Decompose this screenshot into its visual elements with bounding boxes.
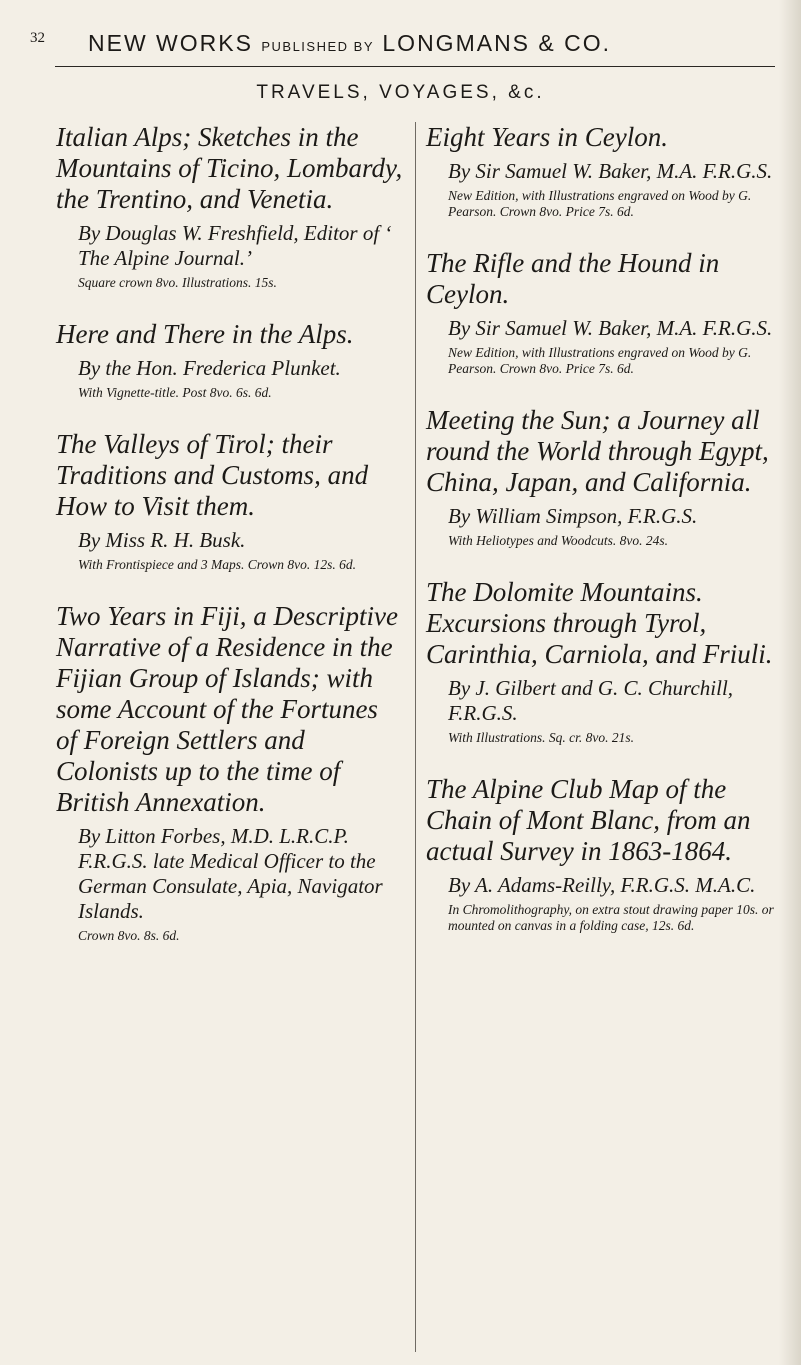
header-rule — [55, 66, 775, 67]
book-entry — [426, 122, 778, 220]
book-entry — [56, 122, 404, 291]
book-title: Meeting the Sun; a Journey all round the World through Egypt, China, Japan, and California. — [426, 405, 769, 497]
book-details: With Vignette-title. Post 8vo. 6s. 6d. — [78, 385, 272, 400]
book-details: In Chromolithography, on extra stout drawing paper 10s. or mounted on canvas in a folding case, 12s. 6d. — [448, 902, 774, 933]
book-details: With Frontispiece and 3 Maps. Crown 8vo. 12s. 6d. — [78, 557, 356, 572]
page-number: 32 — [30, 30, 45, 46]
book-author: By Sir Samuel W. Baker, M.A. F.R.G.S. — [448, 316, 773, 340]
page-edge-shadow — [779, 0, 801, 1365]
book-title: The Valleys of Tirol; their Traditions and Customs, and How to Visit them. — [56, 429, 369, 521]
book-title: The Rifle and the Hound in Ceylon. — [426, 248, 720, 309]
book-entry — [426, 248, 778, 377]
book-author: By Sir Samuel W. Baker, M.A. F.R.G.S. — [448, 159, 773, 183]
left-column — [56, 122, 404, 972]
section-title: TRAVELS, VOYAGES, &c. — [256, 82, 545, 103]
book-author: By Litton Forbes, M.D. L.R.C.P. F.R.G.S. late Medical Officer to the German Consulate, Apia, Navigator Islands. — [78, 824, 383, 923]
book-author: By William Simpson, F.R.G.S. — [448, 504, 698, 528]
book-entry — [56, 429, 404, 573]
book-title: Two Years in Fiji, a Descriptive Narrative of a Residence in the Fijian Group of Islands; with some Account of the Fortunes of Foreign Settlers and Colonists up to the time of British Annexation. — [56, 601, 399, 817]
book-title: Eight Years in Ceylon. — [426, 122, 669, 152]
right-column — [426, 122, 778, 962]
book-title: Italian Alps; Sketches in the Mountains of Ticino, Lombardy, the Trentino, and Venetia. — [56, 122, 403, 214]
book-title: The Alpine Club Map of the Chain of Mont Blanc, from an actual Survey in 1863-1864. — [426, 774, 751, 866]
book-author: By Miss R. H. Busk. — [78, 528, 246, 552]
book-entry — [426, 577, 778, 746]
running-head-part-2: LONGMANS & CO. — [374, 30, 612, 56]
book-details: Square crown 8vo. Illustrations. 15s. — [78, 275, 277, 290]
book-details: With Illustrations. Sq. cr. 8vo. 21s. — [448, 730, 635, 745]
book-author: By A. Adams-Reilly, F.R.G.S. M.A.C. — [448, 873, 756, 897]
book-title: The Dolomite Mountains. Excursions through Tyrol, Carinthia, Carniola, and Friuli. — [426, 577, 773, 669]
book-entry — [426, 774, 778, 934]
book-entry — [426, 405, 778, 549]
book-author: By Douglas W. Freshfield, Editor of ‘ The Alpine Journal.’ — [78, 221, 392, 270]
book-details: New Edition, with Illustrations engraved on Wood by G. Pearson. Crown 8vo. Price 7s. 6d. — [448, 188, 752, 219]
book-title: Here and There in the Alps. — [56, 319, 354, 349]
book-details: Crown 8vo. 8s. 6d. — [78, 928, 180, 943]
book-entry — [56, 601, 404, 944]
book-details: New Edition, with Illustrations engraved on Wood by G. Pearson. Crown 8vo. Price 7s. 6d. — [448, 345, 752, 376]
column-divider — [415, 122, 416, 1352]
book-author: By J. Gilbert and G. C. Churchill, F.R.G.S. — [448, 676, 734, 725]
book-author: By the Hon. Frederica Plunket. — [78, 356, 341, 380]
running-head — [88, 30, 611, 57]
book-details: With Heliotypes and Woodcuts. 8vo. 24s. — [448, 533, 668, 548]
book-entry — [56, 319, 404, 401]
running-head-published-by: PUBLISHED BY — [261, 39, 374, 54]
running-head-part-1: NEW WORKS — [88, 30, 262, 56]
